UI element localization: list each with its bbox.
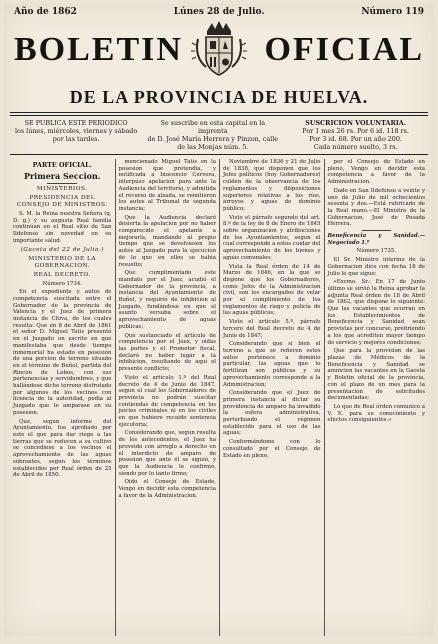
paragraph: por el Consejo de Estado en pleno, Vengo en decidir esta competencia a favor de la Administracion. xyxy=(327,159,425,186)
section-heading: PARTE OFICIAL. xyxy=(32,161,92,169)
presidency-heading: PRESIDENCIA DEL CONSEJO DE MINISTROS. xyxy=(16,195,108,208)
subscription-line: Se suscribe en esta capital en la imprenta xyxy=(160,119,266,135)
subscription-line: de D. José María Herrera y Pinzon, calle xyxy=(147,135,279,143)
price-line: Por 3 id. 68. Por un año 200. xyxy=(309,135,402,143)
paragraph: Considerando que si bien el terreno a que se refieren estos autos pertenece a dominio particular, las aguas que lo fertilizan son públicas y su aprovechamiento corresponde a la Administracion; xyxy=(223,341,321,388)
divider xyxy=(362,230,391,231)
paragraph: Que la Audiencia declaró desierta la apelacion por no haber comparecido el apelante a mejorarla, mandando al propio tiempo que se devolviesen los autos al Juzgado para la ejecucion de lo que en ellos se había resuelto; xyxy=(118,214,216,268)
paragraph: Conformándome con lo consultado por el Consejo de Estado en pleno, xyxy=(223,439,321,459)
gazette-note: (Gaceta del 22 de Julio.) xyxy=(20,246,104,253)
subsection-heading: Primera Seccion. xyxy=(23,171,101,181)
masthead-title-right: OFICIAL xyxy=(264,31,424,68)
paragraph: Que sustanciado el artículo de competencia por el Juez, y oidas las partes y el Promotor fiscal, declaró no haber lugar a la inhibicion, resultando de aquí el presente conflicto; xyxy=(118,332,216,373)
decree-number: Número 1734. xyxy=(42,280,82,287)
column-3 xyxy=(219,159,324,636)
column-4 xyxy=(324,159,429,636)
paragraph: S. M. la Reina nuestra Señora (q. D. g.) y su augusta Real familia continúan en el Real sitio de San Ildefonso sin novedad en su importante salud. xyxy=(13,211,112,244)
article-columns xyxy=(4,155,434,636)
header-topline xyxy=(4,4,434,17)
price-line: Cada número suelto, 3 rs. xyxy=(313,143,398,151)
decree-heading: REAL DECRETO. xyxy=(33,271,91,278)
ministry-heading: MINISTERIO DE LA GOBERNACION. xyxy=(28,255,97,269)
issue-number: Número 119 xyxy=(361,7,424,17)
publication-line: los lúnes, miércoles, viernes y sábado xyxy=(14,127,138,135)
order-number: Número 1735. xyxy=(356,248,396,255)
paragraph: Que cumplimentado este mandato por el Juez, acudió el Gobernador de la provincia, a instancia del Ayuntamiento de Buñol, y requirió de inhibicion al Juzgado, fundándose en que el asunto versaba sobre el aprovechamiento de aguas públicas; xyxy=(118,270,216,330)
paragraph: Vista la Real órden de 14 de Marzo de 1846, en la que se dispone que los Gobernadores, como Jefes de la Administracion civil, son los encargados de velar por el cumplimiento de los reglamentos de riego y policía de las aguas públicas; xyxy=(223,263,321,317)
paragraph: Dado en San Ildefonso a veinte y uno de Julio de mil ochocientos sesenta y dos.—Está rubricado de la Real mano.—El Ministro de la Gobernacion, José de Posada Herrera. xyxy=(327,187,425,228)
issue-date: Lúnes 28 de Julio. xyxy=(173,7,265,17)
paragraph: Visto el párrafo segundo del art. 8.º de la ley de 8 de Enero de 1845 sobre organizacion y atribuciones de los Ayuntamientos, segun el cual corresponde a estos cuidar del aprovechamiento de los bienes y aguas comunales; xyxy=(223,214,321,261)
publication-line: por las tardes. xyxy=(52,135,100,143)
publication-line: SE PUBLICA ESTE PERIODICO xyxy=(24,119,128,127)
paragraph: Que, segun informe del Ayuntamiento, fue aprobado por este el que para dar riego a las tierras que se reducen a su cultivo se concediese a los vecinos el aprovechamiento de las aguas sobrantes, segun los términos establecidos por Real órden de 25 de Abril de 1850. xyxy=(13,418,112,479)
subscription-place xyxy=(147,119,279,151)
masthead xyxy=(4,19,434,81)
newspaper-page xyxy=(4,4,434,636)
column-2 xyxy=(115,159,220,636)
divider xyxy=(47,183,77,184)
paragraph: Noviembre de 1836 y 21 de Julio de 1838, que disponen que los Jefes políticos (hoy Gobernadores) cuiden de la observancia de los reglamentos y disposiciones superiores relativas a los ríos, arroyos y aguas de dominio público; xyxy=(223,159,321,212)
section-heading: Beneficencia y Sanidad.—Negociado 1.º xyxy=(327,233,425,246)
paragraph: Considerando que, segun resulta de los antecedentes, el Juez ha proveido con arreglo a derecho en el interdicto de amparo de posesion que ante él se siguió, y que la Audiencia lo confirmó, siendo por lo tanto firme; xyxy=(118,430,216,477)
price-line: Por 1 mes 26 rs. Por 6 id. 118 rs. xyxy=(302,127,409,135)
paragraph: En el expediente y autos de competencia suscitada entre el Gobernador de la provincia de Valencia y el Juez de primera instancia de Chiva, de los cuales resulta: Que en 8 de Abril de 1861 el señor D. Miguel Tatis presentó en el Juzgado un escrito en que manifestaba que desde tiempo inmemorial ha estado en posesión de una porcion de terreno situado en el término de Buñol, partida del Rincon de Lobos, con sus pertenencias y servidumbres, y que hallándose dicho terreno disfrutado por algunos de los vecinos con licencia de la autoridad, pedia al Juzgado que le amparase en su posesion. xyxy=(13,289,112,416)
prices-heading: SUSCRICION VOLUNTARIA. xyxy=(305,119,406,127)
publication-info xyxy=(4,116,434,151)
royal-crest-icon xyxy=(188,19,250,81)
paragraph: El Sr. Ministro interino de la Gobernacion dice con fecha 18 de Julio lo que sigue: xyxy=(327,257,425,277)
paragraph: mencionado Miguel Tatis en la posesion que pretendia, y notificada a Inocencio Cervera, interpuso apelacion para ante la Audiencia del territorio, y admitida el recurso de alzada, se remitieron los autos al Tribunal de segunda instancia; xyxy=(118,159,216,212)
paragraph: «Excmo. Sr.: En 17 de Junio último se sirvió la Reina aprobar la adjunta Real órden de 18 de Abril de 1862, que dispone lo siguiente: Que las vacantes que ocurran en los Establecimientos de Beneficencia y Sanidad sean provistas por concurso, prefiriendo a los que acrediten mayor tiempo de servicio y mejores condiciones; xyxy=(327,279,425,346)
paragraph: Visto el artículo 5.º, párrafo tercero del Real decreto de 4 de Junio de 1847; xyxy=(223,319,321,339)
paragraph: Oido el Consejo de Estado, Vengo en decidir esta competencia a favor de la Administracion. xyxy=(118,479,216,499)
publication-schedule xyxy=(12,119,140,143)
masthead-title-left: BOLETIN xyxy=(14,31,183,68)
paragraph: Lo que de Real órden comunico a V. E. para su conocimiento y efectos consiguientes.» xyxy=(327,403,426,424)
paragraph: Que para la provision de las plazas de Médicos de la Beneficencia y Sanidad se anuncien las vacantes en la Gaceta y Boletin oficial de la provincia, con el plazo de un mes para la presentacion de solicitudes documentadas; xyxy=(327,348,425,402)
subscription-prices xyxy=(285,119,426,151)
paragraph: Visto el artículo 1.º del Real decreto de 4 de Junio de 1847, segun el cual los Gobernadores de provincia no podrán suscitar contiendas de competencia en los juicios criminales ni en los civiles en que hubiere recaido sentencia ejecutoria; xyxy=(118,374,216,428)
paragraph: Considerando que el Juez de primera instancia al dictar su providencia de amparo ha invadido la esfera administrativa, perturbando el régimen establecido para el uso de las aguas; xyxy=(223,390,321,437)
issue-year: Año de 1862 xyxy=(14,7,77,17)
subscription-line: de las Monjas núm. 5. xyxy=(177,143,249,151)
masthead-subtitle: DE LA PROVINCIA DE HUELVA. xyxy=(69,87,369,107)
ministries-heading: MINISTERIOS. xyxy=(36,186,88,192)
column-1 xyxy=(10,159,115,636)
